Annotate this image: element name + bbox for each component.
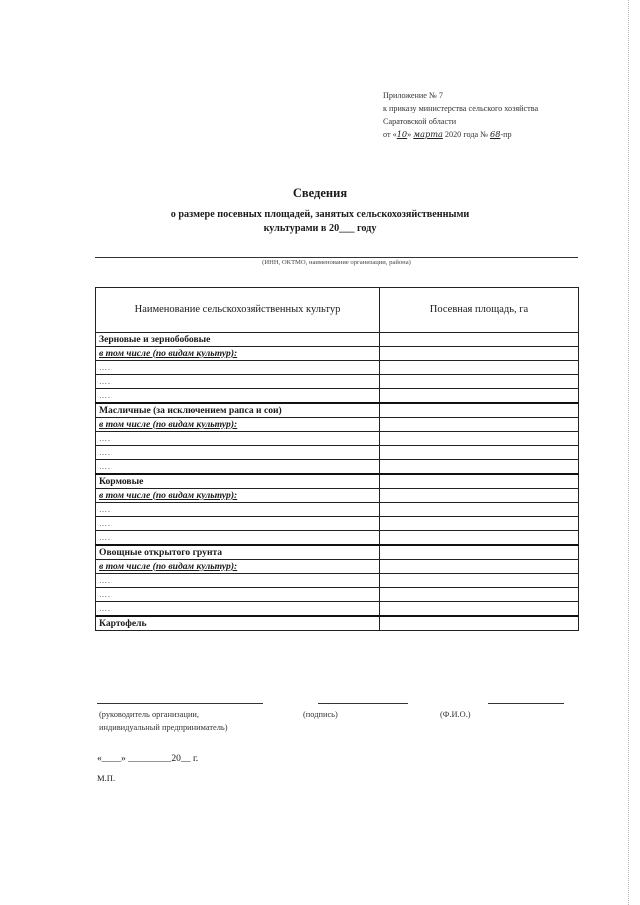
- stamp-place: М.П.: [97, 773, 116, 783]
- area-cell[interactable]: [380, 333, 579, 347]
- table-row: [96, 361, 579, 375]
- subcategory-label-cell: в том числе (по видам культур):: [96, 560, 380, 574]
- crop-type-cell[interactable]: ….: [96, 361, 380, 375]
- crop-type-cell[interactable]: ….: [96, 574, 380, 588]
- area-cell[interactable]: [380, 418, 579, 432]
- date-prefix: от «: [383, 130, 397, 139]
- crop-type-cell[interactable]: ….: [96, 602, 380, 617]
- crop-type-cell[interactable]: ….: [96, 446, 380, 460]
- handwritten-day: 10: [396, 129, 408, 139]
- crop-type-cell[interactable]: ….: [96, 375, 380, 389]
- area-cell[interactable]: [380, 602, 579, 617]
- crop-category-cell: Масличные (за исключением рапса и сои): [96, 403, 380, 418]
- date-mid: »: [407, 130, 414, 139]
- table-row: [96, 616, 579, 631]
- area-cell[interactable]: [380, 403, 579, 418]
- area-cell[interactable]: [380, 616, 579, 631]
- table-row: [96, 545, 579, 560]
- fio-caption: (Ф.И.О.): [440, 710, 471, 719]
- col-header-crops: Наименование сельскохозяйственных культур: [96, 288, 380, 333]
- crop-category-cell: Картофель: [96, 616, 380, 631]
- table-row: [96, 333, 579, 347]
- area-cell[interactable]: [380, 489, 579, 503]
- document-title: Сведения: [292, 186, 348, 200]
- handwritten-order-number: 68: [490, 129, 501, 139]
- area-cell[interactable]: [380, 446, 579, 460]
- fio-line[interactable]: [488, 703, 564, 704]
- scan-edge: [628, 0, 630, 905]
- col-header-area: Посевная площадь, га: [380, 288, 579, 333]
- appendix-line3: Саратовской области: [383, 117, 457, 126]
- area-cell[interactable]: [380, 503, 579, 517]
- area-cell[interactable]: [380, 389, 579, 404]
- area-cell[interactable]: [380, 531, 579, 546]
- area-cell[interactable]: [380, 460, 579, 475]
- area-cell[interactable]: [380, 361, 579, 375]
- crop-category-cell: Овощные открытого грунта: [96, 545, 380, 560]
- crop-category-cell: Зерновые и зернобобовые: [96, 333, 380, 347]
- org-caption: (ИНН, ОКТМО, наименование организации, района): [262, 259, 411, 266]
- area-cell[interactable]: [380, 517, 579, 531]
- area-cell[interactable]: [380, 560, 579, 574]
- table-row: [96, 460, 579, 475]
- document-subtitle: [120, 208, 520, 236]
- date-fill-line[interactable]: «____» _________20__ г.: [97, 753, 199, 764]
- table-header-row: [96, 288, 579, 333]
- crop-type-cell[interactable]: ….: [96, 503, 380, 517]
- subcategory-label-cell: в том числе (по видам культур):: [96, 347, 380, 361]
- area-cell[interactable]: [380, 588, 579, 602]
- crops-table: [95, 287, 579, 631]
- head-caption-line1: (руководитель организации,: [99, 710, 199, 719]
- appendix-line2: к приказу министерства сельского хозяйства: [383, 104, 539, 113]
- table-row: [96, 574, 579, 588]
- area-cell[interactable]: [380, 474, 579, 489]
- crop-type-cell[interactable]: ….: [96, 517, 380, 531]
- crop-category-cell: Кормовые: [96, 474, 380, 489]
- table-row: [96, 403, 579, 418]
- appendix-block: [383, 89, 613, 141]
- subtitle-line2: культурами в 20___ году: [263, 223, 377, 234]
- area-cell[interactable]: [380, 545, 579, 560]
- table-row: [96, 602, 579, 617]
- date-year: 2020 года №: [442, 130, 491, 139]
- crop-type-cell[interactable]: ….: [96, 588, 380, 602]
- table-row: [96, 560, 579, 574]
- area-cell[interactable]: [380, 432, 579, 446]
- head-signature-line[interactable]: [97, 703, 263, 704]
- head-caption-line2: индивидуальный предприниматель): [99, 723, 228, 732]
- signature-caption: (подпись): [303, 710, 338, 719]
- table-row: [96, 531, 579, 546]
- area-cell[interactable]: [380, 347, 579, 361]
- table-row: [96, 347, 579, 361]
- table-row: [96, 446, 579, 460]
- subcategory-label-cell: в том числе (по видам культур):: [96, 418, 380, 432]
- appendix-line1: Приложение № 7: [383, 91, 443, 100]
- table-row: [96, 375, 579, 389]
- crop-type-cell[interactable]: ….: [96, 432, 380, 446]
- org-fill-line[interactable]: [95, 257, 578, 258]
- subcategory-label-cell: в том числе (по видам культур):: [96, 489, 380, 503]
- order-suffix: -пр: [500, 130, 512, 139]
- table-row: [96, 503, 579, 517]
- crop-type-cell[interactable]: ….: [96, 460, 380, 475]
- table-row: [96, 432, 579, 446]
- signature-line[interactable]: [318, 703, 408, 704]
- area-cell[interactable]: [380, 574, 579, 588]
- head-caption: [99, 708, 228, 734]
- handwritten-month: марта: [413, 129, 443, 139]
- appendix-date-line: [383, 128, 613, 141]
- table-row: [96, 418, 579, 432]
- table-row: [96, 489, 579, 503]
- table-row: [96, 389, 579, 404]
- table-row: [96, 588, 579, 602]
- subtitle-line1: о размере посевных площадей, занятых сельскохозяйственными: [170, 209, 470, 220]
- crop-type-cell[interactable]: ….: [96, 389, 380, 404]
- table-row: [96, 517, 579, 531]
- table-row: [96, 474, 579, 489]
- area-cell[interactable]: [380, 375, 579, 389]
- crop-type-cell[interactable]: ….: [96, 531, 380, 546]
